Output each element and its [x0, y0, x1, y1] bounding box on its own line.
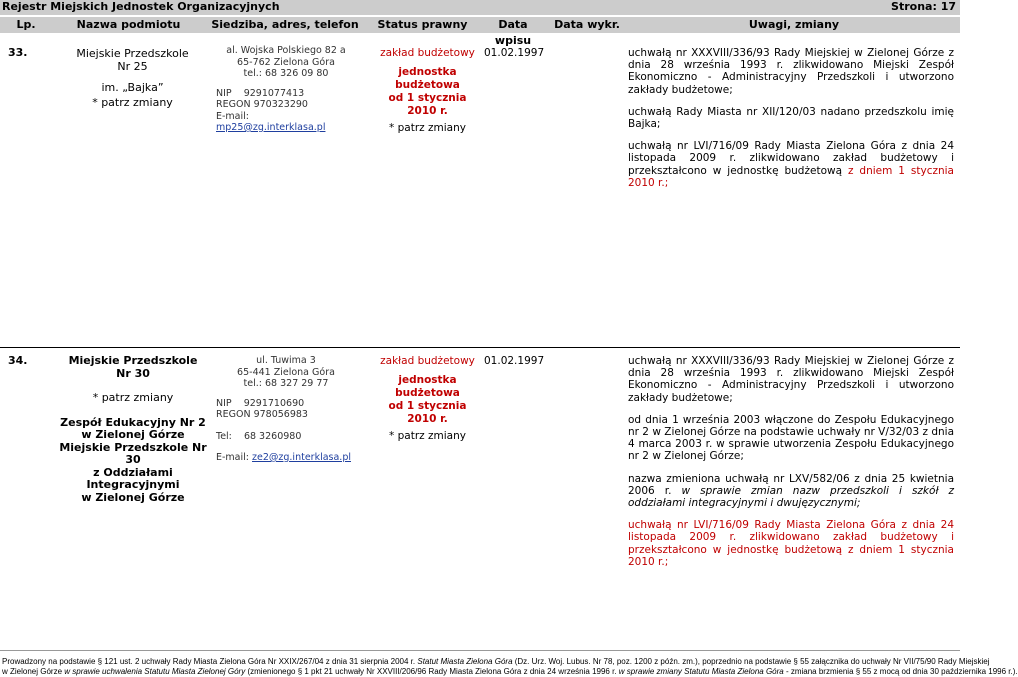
row-lp: 34. [8, 354, 28, 367]
address-phone: tel.: 68 327 29 77 [243, 378, 329, 389]
status-new: jednostka [398, 66, 457, 78]
row-divider [0, 347, 960, 348]
col-lp: Lp. [16, 18, 36, 31]
address-phone-2: Tel: 68 3260980 [216, 430, 302, 442]
col-removal-date: Data wykr. [554, 18, 620, 31]
page-number: Strona: 17 [891, 0, 956, 13]
note-text: w sprawie zmian nazw przedszkoli i szkół z oddziałami integracyjnymi i dwujęzycznymi; [628, 484, 955, 510]
col-entry-date: Data wpisu [494, 18, 532, 47]
row-entry-date: 01.02.1997 [484, 355, 545, 367]
row-name [60, 47, 205, 109]
note-text: uchwałą nr LVI/716/09 Rady Miasta Zielona Góra z dnia 24 listopada 2009 r. zlikwidowano zakład budżetowy i przekształcono w jednostkę budżetową [628, 140, 954, 177]
email-link[interactable]: ze2@zg.interklasa.pl [252, 452, 351, 463]
status-new: jednostka [398, 374, 457, 386]
address-street: ul. Tuwima 3 [256, 355, 316, 366]
note-paragraph: uchwałą nr XXXVIII/336/93 Rady Miejskiej w Zielonej Górze z dnia 28 września 1993 r. zlikwidowano Miejski Zespół Ekonomiczno - Administracyjny Przedszkoli i utworzono zakłady budżetowe; [628, 47, 954, 96]
status-new: od 1 stycznia [388, 92, 467, 104]
footer-text: (Dz. Urz. Woj. Lubus. Nr 78, poz. 1200 z późn. zm.), poprzednio na podstawie § 55 załącznika do uchwały Nr VII/75/90 Rady Miejskiej [512, 657, 990, 666]
status-new: od 1 stycznia [388, 400, 467, 412]
change-note: * patrz zmiany [92, 96, 173, 109]
name-line: w Zielonej Górze [81, 490, 185, 504]
note-paragraph: od dnia 1 września 2003 włączone do Zespołu Edukacyjnego nr 2 w Zielonej Górze na podstawie uchwały nr V/32/03 z dnia 4 marca 2003 r. w sprawie utworzenia Zespołu Edukacyjnego nr 2 w Zielonej Górze; [628, 413, 955, 463]
footer-line-1 [2, 657, 990, 667]
status-new: 2010 r. [407, 413, 448, 425]
address-regon: REGON 978056983 [216, 409, 308, 420]
email-label: E-mail: [216, 110, 249, 122]
row-lp: 33. [8, 46, 28, 59]
row-notes [628, 47, 954, 199]
status-new: budżetowa [395, 79, 460, 91]
note-text: nazwa zmieniona uchwałą nr LXV/582/06 z dnia 25 kwietnia 2006 r. [628, 472, 954, 497]
name-line: Miejskie Przedszkole [68, 354, 198, 367]
column-header-row [0, 17, 960, 47]
note-paragraph: uchwałą nr LVI/716/09 Rady Miasta Zielona Góra z dnia 24 listopada 2009 r. zlikwidowano zakład budżetowy i przekształcono w jednostkę budżetową z dniem 1 stycznia 2010 r.; [628, 519, 954, 568]
status-old: zakład budżetowy [380, 47, 475, 59]
name-line: z Oddziałami Integracyjnymi [86, 465, 180, 491]
name-line: Miejskie Przedszkole [76, 47, 189, 60]
note-paragraph: uchwałą nr XXXVIII/336/93 Rady Miejskiej w Zielonej Górze z dnia 28 września 1993 r. zlikwidowano Miejski Zespół Ekonomiczno - Administracyjny Przedszkoli i utworzono zakłady budżetowe; [628, 355, 954, 404]
footer-line-2 [2, 667, 1018, 677]
email-label: E-mail: [216, 452, 253, 463]
address-city: 65-441 Zielona Góra [237, 366, 335, 378]
footer-text: (zmienionego § 1 pkt 21 uchwały Nr XXVIII/206/96 Rady Miasta Zielona Góra z dnia 24 września 1996 r. [245, 667, 619, 676]
name-line: im. „Bajka” [101, 81, 164, 94]
name-line: Miejskie Przedszkole Nr 30 [59, 440, 207, 466]
row-address [216, 45, 356, 134]
address-city: 65-762 Zielona Góra [237, 56, 335, 68]
status-old: zakład budżetowy [380, 355, 475, 367]
row-address [216, 355, 356, 464]
footer-text: Statut Miasta Zielona Góra [417, 657, 513, 666]
address-regon: REGON 970323290 [216, 99, 308, 110]
note-paragraph: uchwałą Rady Miasta nr XII/120/03 nadano przedszkolu imię Bajka; [628, 105, 954, 131]
address-nip: NIP 9291077413 [216, 87, 305, 99]
row-status [370, 47, 485, 135]
note-text: z dniem 1 stycznia 2010 r.; [628, 164, 954, 189]
name-line: Nr 30 [116, 366, 150, 380]
footer-text: w sprawie zmiany Statutu Miasta Zielona Góra [618, 667, 784, 676]
footer-divider [0, 650, 960, 651]
note-paragraph [628, 140, 954, 189]
row-name [58, 355, 208, 504]
row-status [370, 355, 485, 443]
legal-footer [2, 657, 1018, 677]
row-notes [628, 355, 954, 578]
col-address: Siedziba, adres, telefon [211, 18, 359, 31]
note-paragraph [628, 473, 954, 510]
name-line: Zespół Edukacyjny Nr 2 [60, 415, 206, 429]
footer-text: - zmiana brzmienia § 55 z mocą od dnia 30 października 1996 r.). [783, 667, 1018, 676]
address-nip: NIP 9291710690 [216, 397, 305, 409]
name-line: Nr 25 [117, 60, 148, 73]
change-note: * patrz zmiany [389, 122, 466, 134]
col-status: Status prawny [377, 18, 468, 31]
footer-text: w sprawie uchwalenia Statutu Miasta Zielonej Góry [64, 667, 246, 676]
address-street: al. Wojska Polskiego 82 a [226, 45, 346, 56]
change-note: * patrz zmiany [92, 391, 174, 404]
address-phone: tel.: 68 326 09 80 [243, 68, 329, 79]
col-notes: Uwagi, zmiany [748, 18, 840, 31]
footer-text: Prowadzony na podstawie § 121 ust. 2 uchwały Rady Miasta Zielona Góra Nr XXIX/267/04 z dnia 31 sierpnia 2004 r. [2, 657, 418, 666]
status-new: 2010 r. [407, 105, 448, 117]
col-name: Nazwa podmiotu [76, 18, 181, 31]
footer-text: w Zielonej Górze [2, 667, 65, 676]
email-link[interactable]: mp25@zg.interklasa.pl [216, 122, 326, 133]
change-note: * patrz zmiany [389, 430, 466, 442]
row-entry-date: 01.02.1997 [484, 47, 545, 59]
name-line: w Zielonej Górze [81, 428, 185, 441]
status-new: budżetowa [395, 387, 460, 399]
register-title: Rejestr Miejskich Jednostek Organizacyjnych [2, 0, 280, 13]
